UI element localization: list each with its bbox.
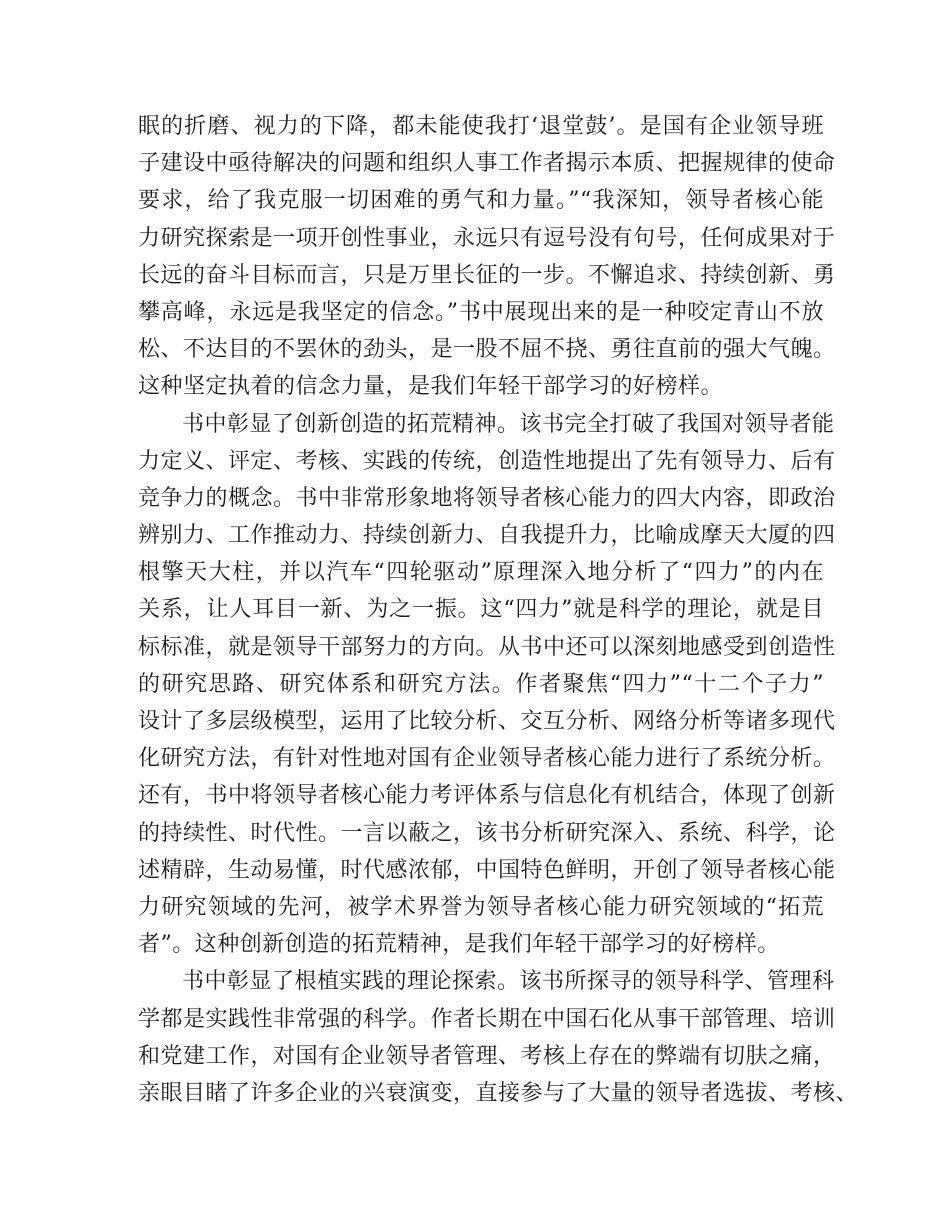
text-line: 力定义、评定、考核、实践的传统，创造性地提出了先有领导力、后有	[138, 448, 836, 474]
text-line: 化研究方法，有针对性地对国有企业领导者核心能力进行了系统分析。	[138, 746, 836, 772]
text-line: 述精辟，生动易懂，时代感浓郁，中国特色鲜明，开创了领导者核心能	[138, 857, 836, 883]
text-line: 和党建工作，对国有企业领导者管理、考核上存在的弊端有切肤之痛，	[138, 1043, 836, 1069]
text-line: 关系，让人耳目一新、为之一振。这“四力”就是科学的理论，就是目	[138, 597, 824, 623]
body-text	[138, 108, 859, 1112]
text-line: 竞争力的概念。书中非常形象地将领导者核心能力的四大内容，即政治	[138, 485, 836, 511]
text-line: 学都是实践性非常强的科学。作者长期在中国石化从事干部管理、培训	[138, 1006, 836, 1032]
paragraph-3	[138, 963, 859, 1112]
text-line: 力研究探索是一项开创性事业，永远只有逗号没有句号，任何成果对于	[138, 225, 836, 251]
text-line: 的研究思路、研究体系和研究方法。作者聚焦“四力”“十二个子力”	[138, 671, 824, 697]
text-line: 辨别力、工作推动力、持续创新力、自我提升力，比喻成摩天大厦的四	[138, 523, 836, 549]
text-line: 还有，书中将领导者核心能力考评体系与信息化有机结合，体现了创新	[138, 783, 836, 809]
text-line: 力研究领域的先河，被学术界誉为领导者核心能力研究领域的“拓荒	[138, 894, 824, 920]
paragraph-2	[138, 406, 836, 964]
text-line: 这种坚定执着的信念力量，是我们年轻干部学习的好榜样。	[138, 374, 724, 400]
text-line: 攀高峰，永远是我坚定的信念。”书中展现出来的是一种咬定青山不放	[138, 299, 824, 325]
text-line: 者”。这种创新创造的拓荒精神，是我们年轻干部学习的好榜样。	[138, 932, 780, 958]
paragraph-1	[138, 108, 836, 406]
text-line: 要求，给了我克服一切困难的勇气和力量。”“我深知，领导者核心能	[138, 188, 824, 214]
text-line: 子建设中亟待解决的问题和组织人事工作者揭示本质、把握规律的使命	[138, 151, 836, 177]
text-line: 设计了多层级模型，运用了比较分析、交互分析、网络分析等诸多现代	[138, 709, 836, 734]
text-line: 松、不达目的不罢休的劲头，是一股不屈不挠、勇往直前的强大气魄。	[138, 337, 836, 363]
text-line: 亲眼目睹了许多企业的兴衰演变，直接参与了大量的领导者选拔、考核、	[138, 1080, 859, 1106]
text-line: 的持续性、时代性。一言以蔽之，该书分析研究深入、系统、科学，论	[138, 820, 836, 846]
text-line: 书中彰显了根植实践的理论探索。该书所探寻的领导科学、管理科	[182, 969, 835, 995]
text-line: 眠的折磨、视力的下降，都未能使我打‘退堂鼓’。是国有企业领导班	[138, 114, 824, 139]
text-line: 标标准，就是领导干部努力的方向。从书中还可以深刻地感受到创造性	[138, 634, 836, 660]
text-line: 书中彰显了创新创造的拓荒精神。该书完全打破了我国对领导者能	[182, 411, 835, 437]
text-line: 长远的奋斗目标而言，只是万里长征的一步。不懈追求、持续创新、勇	[138, 262, 836, 288]
text-line: 根擎天大柱，并以汽车“四轮驱动”原理深入地分析了“四力”的内在	[138, 560, 824, 586]
